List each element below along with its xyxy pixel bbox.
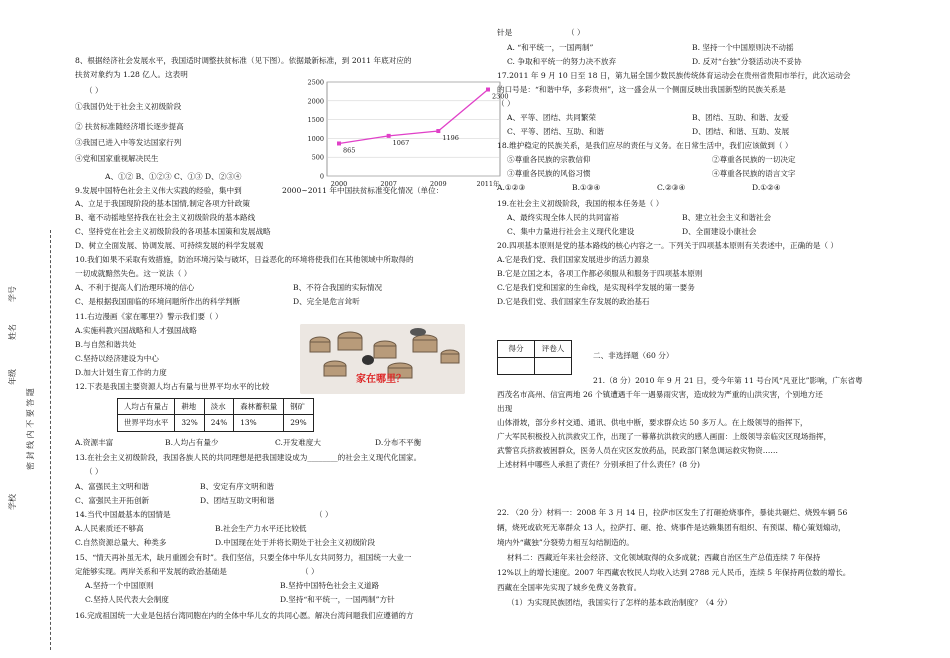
score-label: 得分 (498, 341, 535, 358)
q18-option-a: A.①②③ (497, 183, 526, 192)
q8-item-3: ③我国已进入中等发达国家行列 (75, 138, 182, 147)
cartoon-caption: 家在哪里？ (356, 374, 406, 385)
q19-option-a: A、最终实现全体人民的共同富裕 (507, 213, 619, 222)
y-tick-label: 500 (311, 153, 324, 162)
q14-option-c: C.自然资源总量大、种类多 (75, 538, 167, 547)
q15-option-c: C.坚持人民代表大会制度 (85, 595, 169, 604)
resource-table (117, 398, 314, 432)
q12-option-c: C.开发难度大 (275, 438, 321, 447)
q21-line: 西茂名市高州、信宜两地 26 个镇遭遇千年一遇暴雨灾害，造成较为严重的山洪灾害，个别地方还 (497, 390, 823, 399)
q20-option-c: C.它是我们党和国家的生命线，是实现科学发展的第一要务 (497, 283, 695, 292)
name-label: 姓名 (8, 324, 17, 340)
q14-stem: 14.当代中国最基本的国情是 (75, 510, 171, 519)
q14-option-d: D.中国现在处于并将长期处于社会主义初级阶段 (215, 538, 376, 547)
q15-paren: （ ） (301, 567, 319, 576)
q21-line: 山体滑坡，部分乡村交通、通讯、供电中断，要求群众达 50 多万人。在上级领导的指挥下， (497, 418, 808, 427)
q11-option-c: C.坚持以经济建设为中心 (75, 354, 159, 363)
y-tick-label: 0 (319, 172, 324, 181)
x-tick-label: 2000 (330, 180, 348, 188)
plot-frame (327, 82, 500, 176)
q8-stem-2: 扶贫对象约为 1.28 亿人。这表明 (75, 70, 188, 79)
table-row (118, 415, 314, 431)
q17-option-a: A、平等、团结、共同繁荣 (507, 113, 597, 122)
q13-option-c: C、富强民主开拓创新 (75, 496, 150, 505)
q22-line: 12%以上的增长速度。2007 年西藏农牧民人均收入达到 2788 元人民币，连续 5 年保持两位数的增长。 (497, 568, 851, 577)
q19-option-b: B、建立社会主义和谐社会 (682, 213, 772, 222)
q9-option-b: B、毫不动摇地坚持我在社会主义初级阶段的基本路线 (75, 213, 256, 222)
q12-option-a: A.资源丰富 (75, 438, 114, 447)
q8-item-4: ④党和国家重视解决民生 (75, 154, 159, 163)
q22-line: 22. （20 分）材料一：2008 年 3 月 14 日，拉萨市区发生了打砸抢烧事件，暴徒共砸烂、烧毁车辆 56 (497, 508, 848, 517)
q18-item-1: ⑤尊重各民族的宗教信仰 (507, 155, 591, 164)
q22-line: 西藏在全国率先实现了城乡免费义务教育。 (497, 583, 642, 592)
table-cell: 13% (234, 415, 284, 431)
q8-options: A、①② B、①②③ C、①③ D、②③④ (105, 172, 242, 181)
table-row (498, 341, 572, 358)
q22-line: 材料二：西藏近年来社会经济、文化领域取得的众多成就；西藏自治区生产总值连续 7 年保持 (507, 553, 821, 562)
q16-stem: 16.完成祖国统一大业是包括台湾同胞在内的全体中华儿女的共同心愿。解决台湾问题我们应遵循的方 (75, 611, 414, 620)
q16-paren: （ ） (567, 28, 585, 37)
q21-line: 21.（8 分）2010 年 9 月 21 日，受今年第 11 号台风“凡亚比”影响，广东省粤 (593, 376, 863, 385)
q17-stem-1: 17.2011 年 9 月 10 日至 18 日，第九届全国少数民族传统体育运动会在贵州省贵阳市举行，此次运动会 (497, 71, 851, 80)
data-point (436, 129, 440, 133)
grader-label: 评卷人 (535, 341, 572, 358)
q10-stem-2: 一切成就黯然失色。这一说法（ ） (75, 269, 192, 278)
x-tick-label: 2009 (430, 180, 447, 188)
table-cell: 森林蓄积量 (234, 399, 284, 415)
q21-line: 上述材料中哪些人承担了责任？分别承担了什么责任？(8 分) (497, 460, 701, 469)
q18-option-c: C.②③④ (657, 183, 686, 192)
q18-item-4: ④尊重各民族的语言文字 (712, 169, 796, 178)
table-row (498, 358, 572, 375)
q13-option-d: D、团结互助文明和谐 (200, 496, 275, 505)
q18-item-3: ③尊重各民族的风俗习惯 (507, 169, 591, 178)
grade-label: 年级 (8, 369, 17, 385)
part2-title: 二、非选择题（60 分） (593, 351, 674, 360)
q22-line: 辆，烧死或砍死无辜群众 13 人，拉萨打、砸、抢、烧事件是达赖集团有组织、有预谋、精心策划煽动， (497, 523, 846, 532)
q17-stem-2: 的口号是：“和谐中华，多彩贵州”，这一盛会从一个侧面反映出我国新型的民族关系是 (497, 85, 786, 94)
q16-continued: 针是 (497, 28, 513, 37)
q15-option-b: B.坚持中国特色社会主义道路 (280, 581, 380, 590)
chart-caption: 2000~2011 年中国扶贫标准变化情况（单位： (282, 186, 444, 195)
q20-option-d: D.它是我们党、我们国家生存发展的政治基石 (497, 297, 650, 306)
q10-option-a: A、不利于提高人们治理环境的信心 (75, 283, 195, 292)
q12-option-d: D.分布不平衡 (375, 438, 422, 447)
data-label: 2300 (492, 92, 509, 101)
data-label: 1196 (442, 134, 459, 143)
y-tick-label: 2000 (307, 97, 324, 106)
score-cell (498, 358, 535, 375)
table-cell: 24% (204, 415, 233, 431)
q8-item-2: ② 扶贫标准随经济增长逐步提高 (75, 122, 184, 131)
q9-option-c: C、坚持党在社会主义初级阶段的各项基本国策和发展战略 (75, 227, 271, 236)
q18-option-d: D.①②④ (752, 183, 781, 192)
q11-stem: 11.右边漫画《家在哪里?》警示我们要（ ） (75, 312, 223, 321)
q21-line: 广大军民积极投入抗洪救灾工作，出现了一幕幕抗洪救灾的感人画面：上级领导亲临灾区现场指挥， (497, 432, 832, 441)
q18-item-2: ②尊重各民族的一切决定 (712, 155, 796, 164)
cartoon-image (300, 324, 465, 394)
q17-option-c: C、平等、团结、互助、和谐 (507, 127, 604, 136)
q22-line: （1）为实现民族团结，我国实行了怎样的基本政治制度？（4 分） (507, 598, 732, 607)
table-cell: 淡水 (204, 399, 233, 415)
q11-option-b: B.与自然和谐共处 (75, 340, 137, 349)
q10-option-c: C、是根据我国面临的环境问题所作出的科学判断 (75, 297, 241, 306)
q11-option-a: A.实施科教兴国战略和人才强国战略 (75, 326, 197, 335)
seal-line (50, 230, 52, 650)
data-point (387, 134, 391, 138)
school-label: 学校 (8, 494, 17, 510)
q14-option-a: A.人民素质还不够高 (75, 524, 144, 533)
q20-option-b: B.它是立国之本，各项工作都必须服从和服务于四项基本原则 (497, 269, 703, 278)
q14-paren: （ ） (315, 510, 333, 519)
q19-option-d: D、全面建设小康社会 (682, 227, 757, 236)
q13-option-a: A、富强民主文明和谐 (75, 482, 149, 491)
data-label: 865 (343, 146, 356, 155)
q20-option-a: A.它是我们党、我们国家发展进步的活力源泉 (497, 255, 650, 264)
table-cell: 人均占有量占 (118, 399, 175, 415)
q16-option-b: B. 坚持一个中国原则决不动摇 (692, 43, 794, 52)
q10-option-d: D、完全是危言耸听 (293, 297, 360, 306)
table-cell: 29% (284, 415, 313, 431)
data-point (337, 141, 341, 145)
q17-option-b: B、团结、互助、和谐、友爱 (692, 113, 789, 122)
series-line (339, 90, 488, 144)
seal-warning: 密 封 线 内 不 要 答 题 (26, 388, 35, 470)
q12-stem: 12.下表是我国主要资源人均占有量与世界平均水平的比较 (75, 382, 270, 391)
q13-paren: （ ） (85, 467, 103, 476)
x-tick-label: 2011年 (476, 180, 500, 188)
table-row (118, 399, 314, 415)
q10-option-b: B、不符合我国的实际情况 (293, 283, 383, 292)
table-cell: 钢矿 (284, 399, 313, 415)
q21-line: 武警官兵挤救被困群众，医务人员在灾区发放药品，民政部门紧急调运救灾物资…… (497, 446, 778, 455)
q20-stem: 20.四项基本原则是党的基本路线的核心内容之一。下列关于四项基本原则有关表述中，正确的是（ ） (497, 241, 839, 250)
q8-paren: （ ） (85, 86, 103, 95)
q18-stem: 18.维护稳定的民族关系，是我们应尽的责任与义务。在日常生活中，我们应该做到（ ） (497, 141, 793, 150)
y-tick-label: 2500 (307, 78, 324, 87)
q13-stem: 13.在社会主义初级阶段，我国各族人民的共同理想是把我国建设成为________的社会主义现代化国家。 (75, 453, 422, 462)
q16-option-d: D. 反对“台独”分裂活动决不妥协 (692, 57, 802, 66)
y-tick-label: 1500 (307, 116, 324, 125)
number-label: 学号 (8, 286, 17, 302)
q17-paren: （ ） (497, 99, 515, 108)
q19-stem: 19.在社会主义初级阶段，我国的根本任务是（ ） (497, 199, 664, 208)
q15-stem-2: 定能够实现。两岸关系和平发展的政治基础是 (75, 567, 227, 576)
q9-stem: 9.发展中国特色社会主义伟大实践的经验，集中到 (75, 186, 242, 195)
q15-option-d: D.坚持“和平统一，一国两制”方针 (280, 595, 395, 604)
q13-option-b: B、安定有序文明和谐 (200, 482, 274, 491)
q10-stem-1: 10.我们如果不采取有效措施，防治环境污染与破坏，日益恶化的环境将使我们在其他领域中所取得的 (75, 255, 414, 264)
q11-option-d: D.加大计划生育工作的力度 (75, 368, 167, 377)
q19-option-c: C、集中力量进行社会主义现代化建设 (507, 227, 635, 236)
q21-line: 出现 (497, 404, 513, 413)
q22-line: 境内外“藏独”分裂势力相互勾结制造的。 (497, 538, 634, 547)
q15-option-a: A.坚持一个中国原则 (85, 581, 154, 590)
q9-option-a: A、立足于我国现阶段的基本国情,制定各项方针政策 (75, 199, 250, 208)
q16-option-a: A. “和平统一，一国两制” (507, 43, 594, 52)
q17-option-d: D、团结、和谐、互助、发展 (692, 127, 790, 136)
q8-stem-1: 8、根据经济社会发展水平，我国适时调整扶贫标准（见下图）。依据最新标准，到 2011 年底对应的 (75, 56, 412, 65)
q16-option-c: C. 争取和平统一的努力决不放弃 (507, 57, 617, 66)
q15-stem-1: 15、“情天再补虽无术，缺月重圆会有时”。我们坚信，只要全体中华儿女共同努力，祖国统一大业一 (75, 553, 412, 562)
binding-margin (0, 0, 60, 658)
y-tick-label: 1000 (307, 134, 324, 143)
q9-option-d: D、树立全面发展、协调发展、可持续发展的科学发展观 (75, 241, 264, 250)
grader-cell (535, 358, 572, 375)
score-box (497, 340, 572, 375)
data-point (486, 88, 490, 92)
table-cell: 耕地 (175, 399, 204, 415)
q14-option-b: B.社会生产力水平还比较低 (215, 524, 307, 533)
data-label: 1067 (392, 138, 410, 147)
q8-item-1: ①我国仍处于社会主义初级阶段 (75, 102, 182, 111)
table-cell: 世界平均水平 (118, 415, 175, 431)
table-cell: 32% (175, 415, 204, 431)
x-tick-label: 2007 (380, 180, 397, 188)
q12-option-b: B.人均占有量少 (165, 438, 219, 447)
q18-option-b: B.①③④ (572, 183, 601, 192)
